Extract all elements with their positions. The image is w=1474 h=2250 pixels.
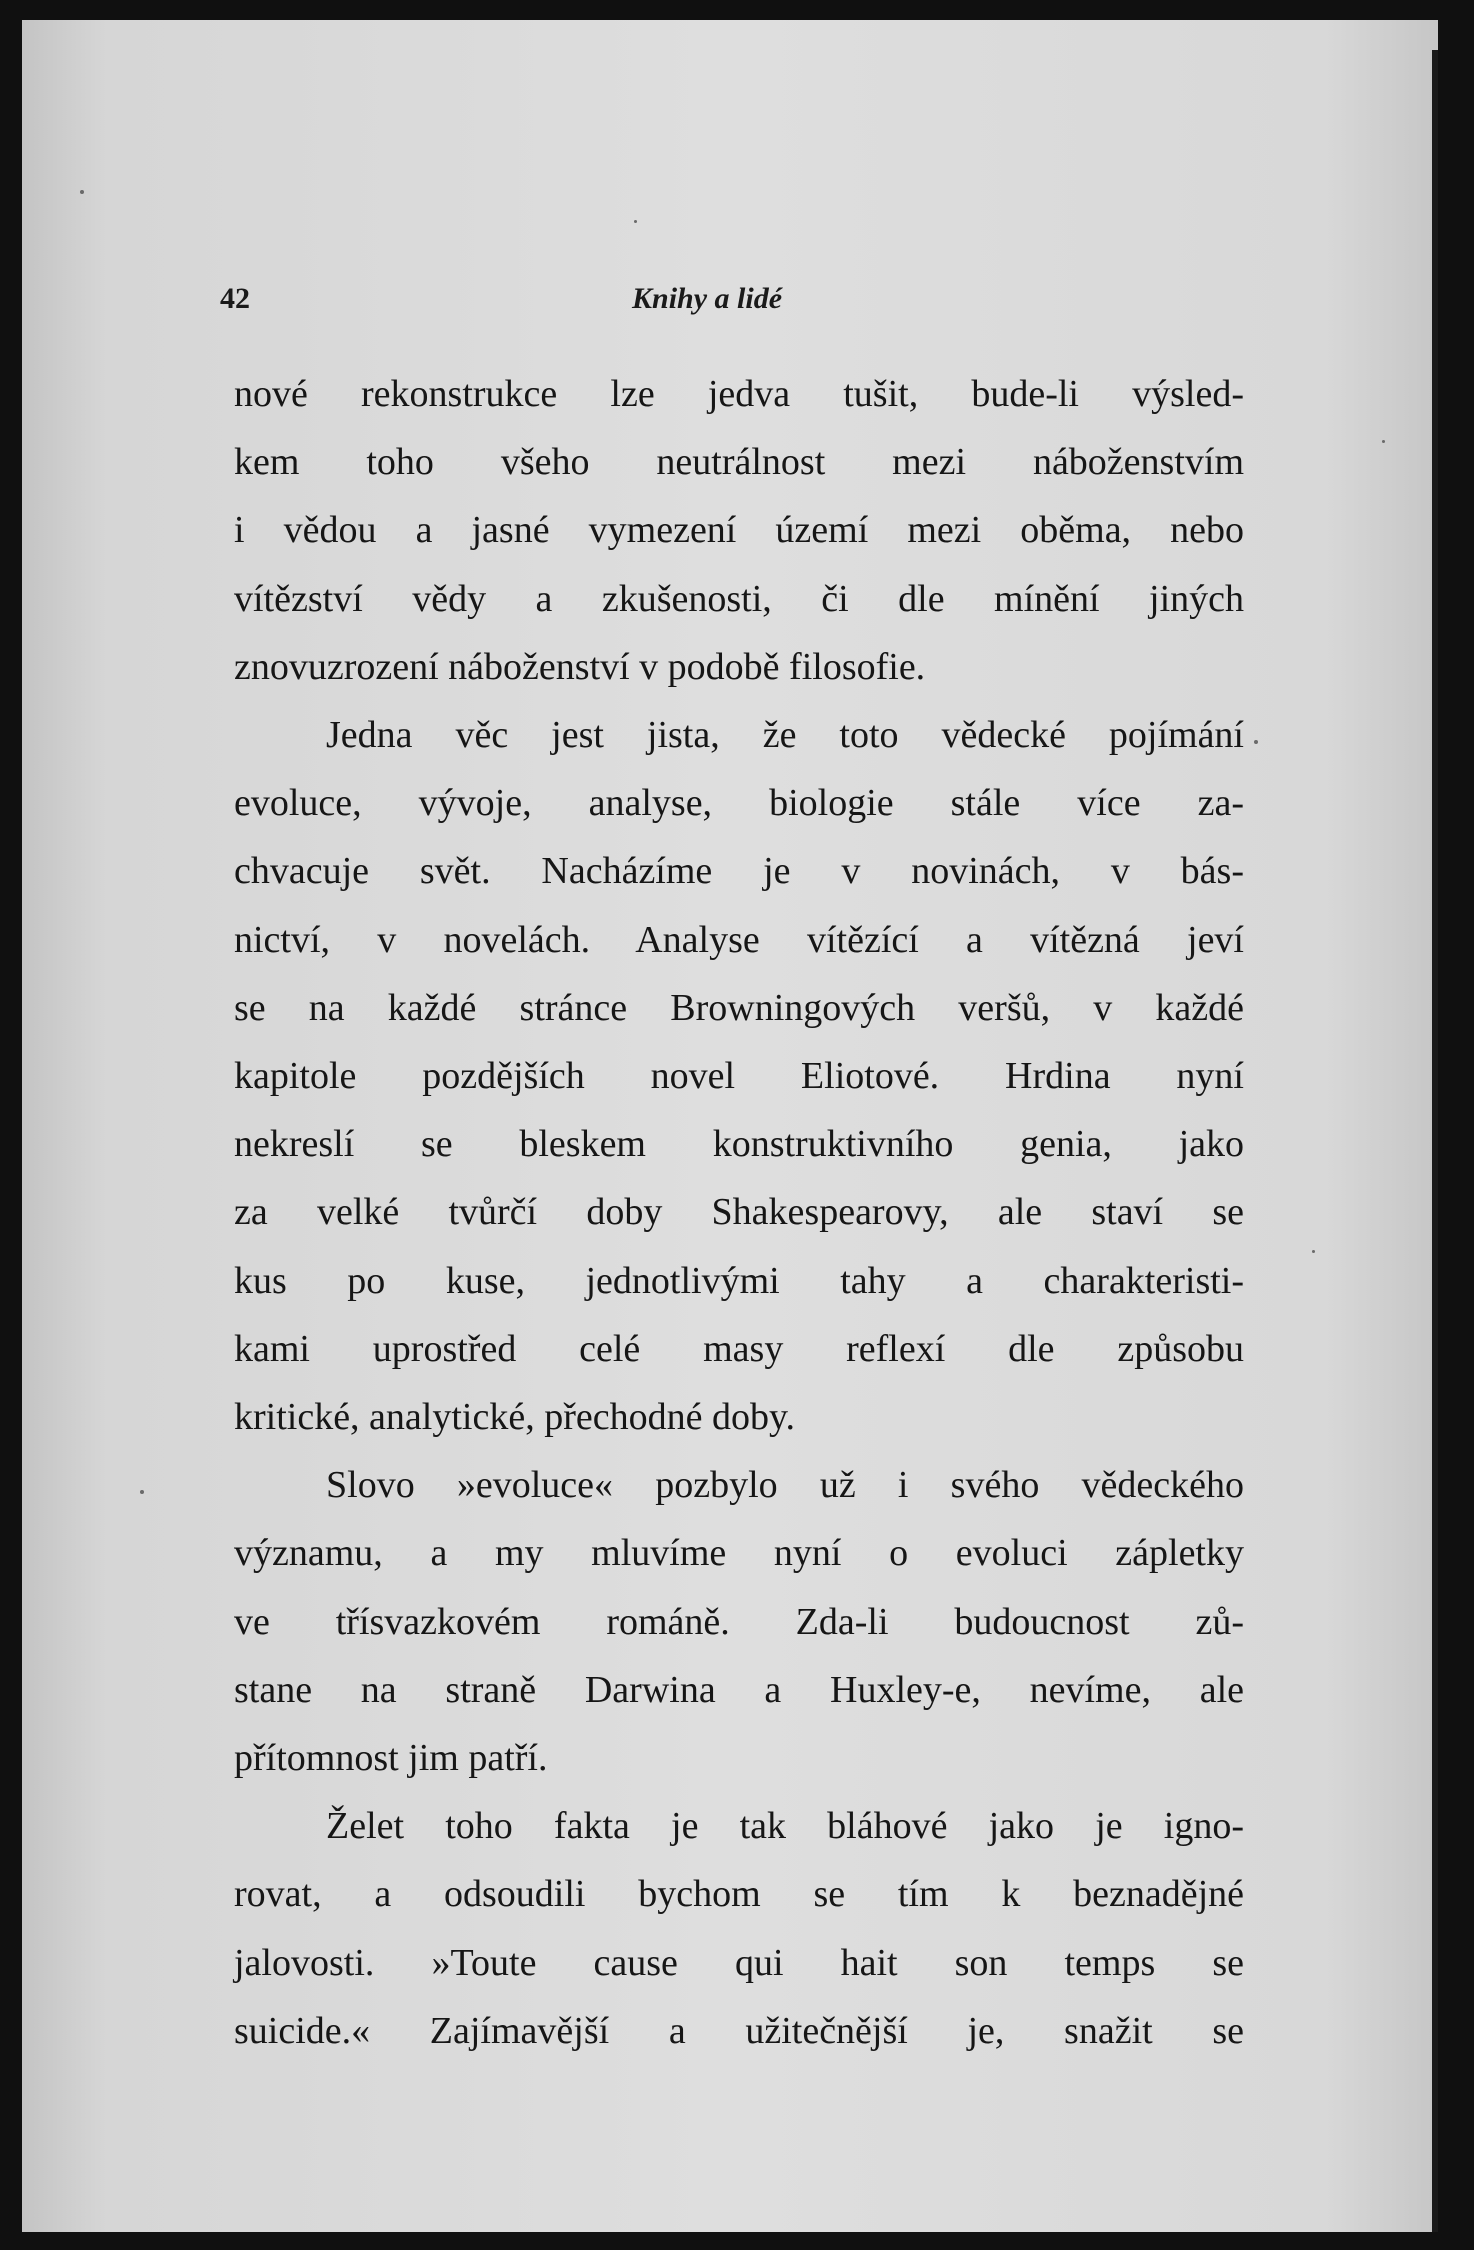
- paragraph-2: [234, 701, 1244, 1451]
- paragraph-3: [234, 1451, 1244, 1792]
- paper-speck: [634, 220, 637, 223]
- paper-speck: [1254, 740, 1258, 744]
- text-line: Jedna věc jest jista, že toto vědecké pojímání: [326, 714, 1244, 757]
- text-line: nekreslí se bleskem konstruktivního genia, jako: [234, 1123, 1244, 1166]
- paragraph-1: [234, 360, 1244, 701]
- paragraph-4: [234, 1792, 1244, 2065]
- text-line: rovat, a odsoudili bychom se tím k beznadějné: [234, 1873, 1244, 1916]
- text-line: znovuzrození náboženství v podobě filosofie.: [234, 645, 926, 688]
- text-line: jalovosti. »Toute cause qui hait son temps se: [234, 1941, 1244, 1984]
- body-text: [234, 360, 1244, 2065]
- paper-speck: [140, 1490, 144, 1494]
- text-line: nové rekonstrukce lze jedva tušit, bude-li výsled-: [234, 373, 1244, 415]
- text-line: kapitole pozdějších novel Eliotové. Hrdina nyní: [234, 1055, 1244, 1098]
- page-edge-shadow: [1432, 50, 1438, 2232]
- text-line: suicide.« Zajímavější a užitečnější je, snažit se: [234, 2009, 1244, 2052]
- text-line: Želet toho fakta je tak bláhové jako je igno-: [326, 1805, 1244, 1848]
- text-line: chvacuje svět. Nacházíme je v novinách, v bás-: [234, 850, 1244, 893]
- paper-speck: [1382, 440, 1385, 443]
- text-line: ve třísvazkovém románě. Zda-li budoucnost zů-: [234, 1600, 1244, 1643]
- text-line: za velké tvůrčí doby Shakespearovy, ale staví se: [234, 1191, 1244, 1234]
- book-page: [22, 20, 1438, 2232]
- text-line: významu, a my mluvíme nyní o evoluci zápletky: [234, 1532, 1244, 1575]
- paper-speck: [80, 190, 84, 194]
- text-line: přítomnost jim patří.: [234, 1737, 548, 1780]
- page-number: 42: [220, 282, 250, 315]
- text-line: kami uprostřed celé masy reflexí dle způsobu: [234, 1327, 1244, 1370]
- running-head: Knihy a lidé: [632, 282, 783, 315]
- text-line: kus po kuse, jednotlivými tahy a charakteristi-: [234, 1259, 1244, 1302]
- paper-speck: [1312, 1250, 1315, 1253]
- text-line: nictví, v novelách. Analyse vítězící a vítězná jeví: [234, 918, 1244, 961]
- text-line: kritické, analytické, přechodné doby.: [234, 1396, 795, 1439]
- text-line: evoluce, vývoje, analyse, biologie stále více za-: [234, 782, 1244, 825]
- text-line: i vědou a jasné vymezení území mezi oběma, nebo: [234, 509, 1244, 552]
- text-line: Slovo »evoluce« pozbylo už i svého vědeckého: [326, 1464, 1244, 1507]
- text-line: stane na straně Darwina a Huxley-e, nevíme, ale: [234, 1668, 1244, 1711]
- text-line: kem toho všeho neutrálnost mezi náboženstvím: [234, 441, 1244, 484]
- page-header: [220, 282, 1220, 322]
- text-line: se na každé stránce Browningových veršů, v každé: [234, 986, 1244, 1029]
- text-line: vítězství vědy a zkušenosti, či dle mínění jiných: [234, 577, 1244, 620]
